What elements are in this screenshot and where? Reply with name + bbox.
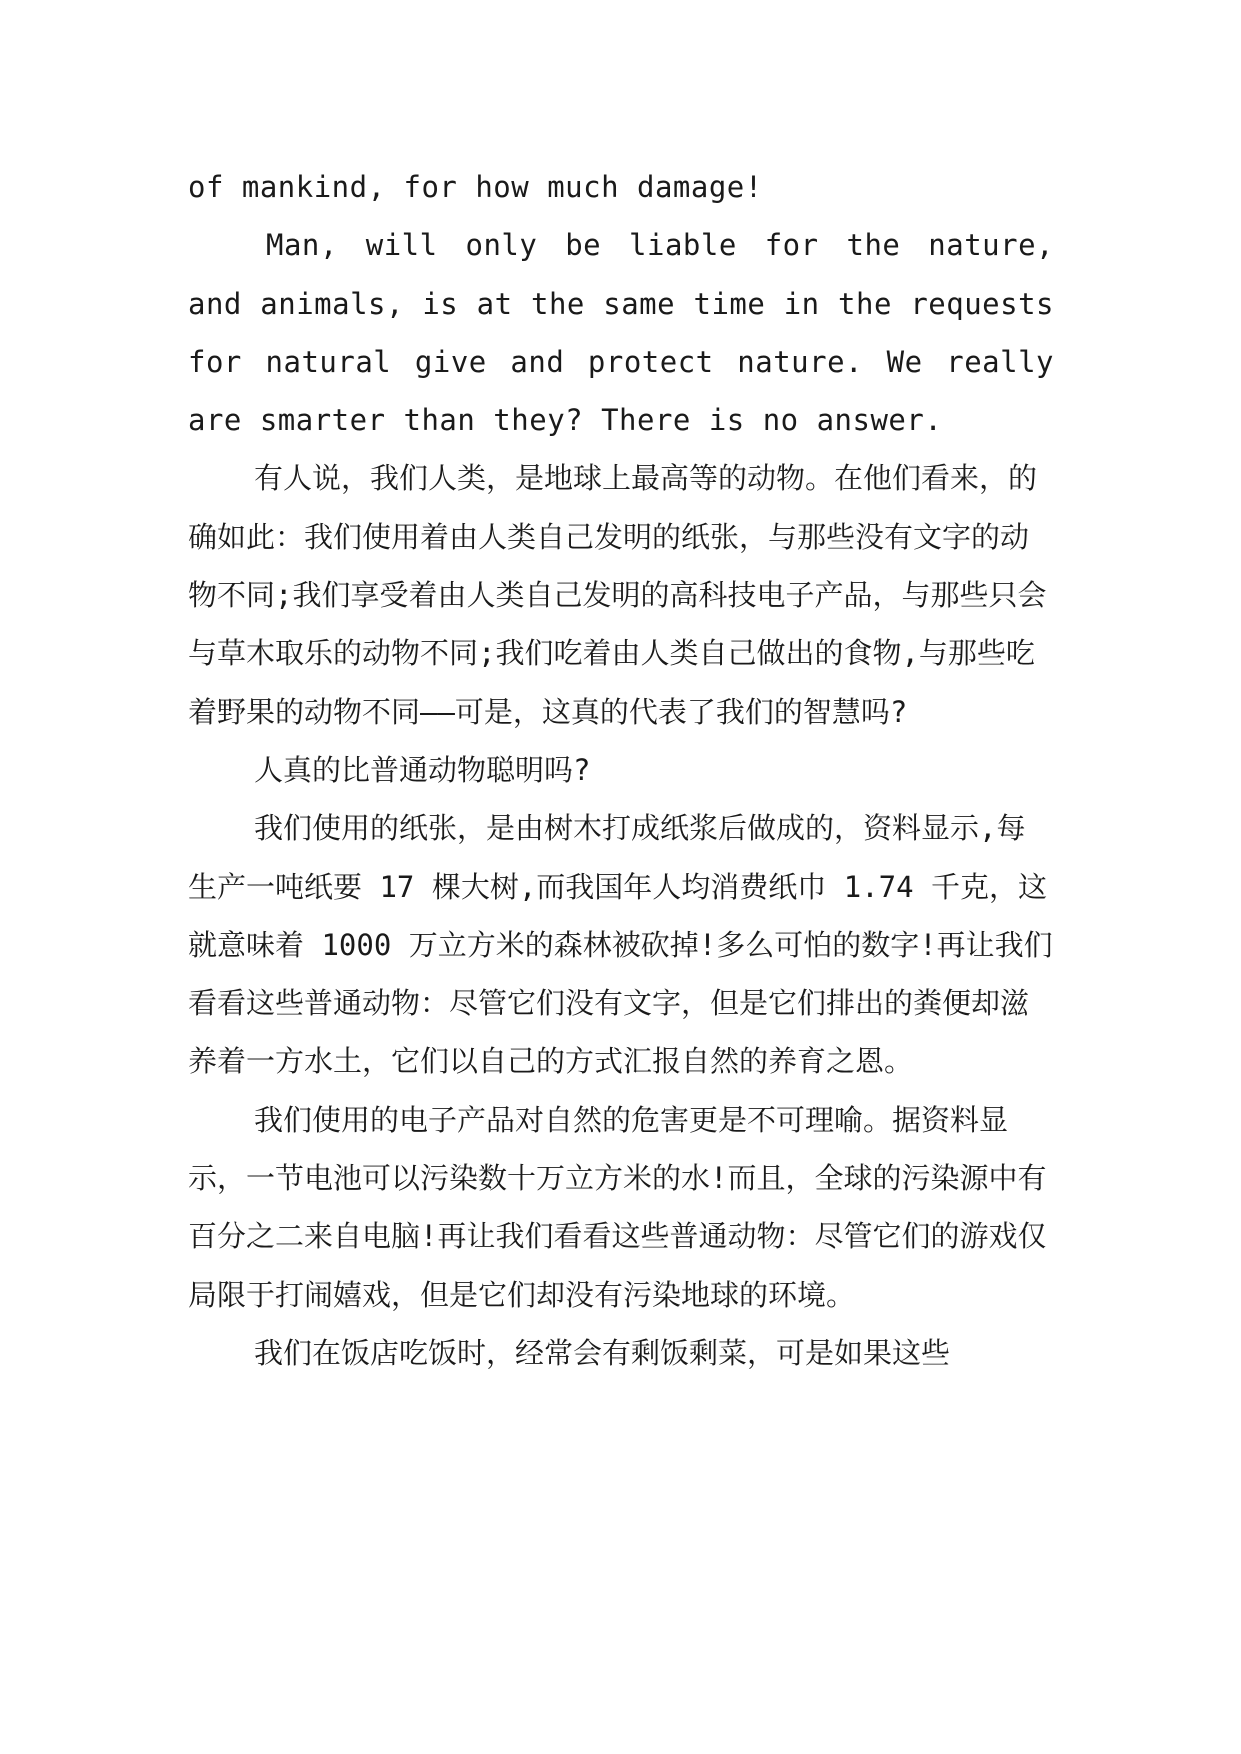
document-body [188, 158, 1054, 1382]
paragraph-question: 人真的比普通动物聪明吗? [254, 752, 591, 787]
paragraph-man-nature: Man, will only be liable for the nature, and animals, is at the same time in the requests for natural give and protect nature. We really are smarter than they? There is no answer. [188, 228, 1054, 438]
paragraph-restaurant: 我们在饭店吃饭时，经常会有剩饭剩菜，可是如果这些 [254, 1335, 951, 1370]
paragraph-electronics: 我们使用的电子产品对自然的危害更是不可理喻。据资料显示，一节电池可以污染数十万立方米的水!而且，全球的污染源中有百分之二来自电脑!再让我们看看这些普通动物：尽管它们的游戏仅局限于打闹嬉戏，但是它们却没有污染地球的环境。 [188, 1102, 1047, 1312]
paragraph-paper: 我们使用的纸张，是由树木打成纸浆后做成的，资料显示,每生产一吨纸要 17 棵大树,而我国年人均消费纸巾 1.74 千克，这就意味着 1000 万立方米的森林被砍掉!多么可怕的数字!再让我们看看这些普通动物：尽管它们没有文字，但是它们排出的粪便却滋养着一方水土，它们以自己的方式汇报自然的养育之恩。 [188, 811, 1053, 1079]
paragraph-continuation: of mankind, for how much damage! [188, 170, 763, 204]
paragraph-humans-highest: 有人说，我们人类，是地球上最高等的动物。在他们看来，的确如此：我们使用着由人类自己发明的纸张，与那些没有文字的动物不同;我们享受着由人类自己发明的高科技电子产品，与那些只会与草木取乐的动物不同;我们吃着由人类自己做出的食物,与那些吃着野果的动物不同——可是，这真的代表了我们的智慧吗? [188, 461, 1047, 729]
